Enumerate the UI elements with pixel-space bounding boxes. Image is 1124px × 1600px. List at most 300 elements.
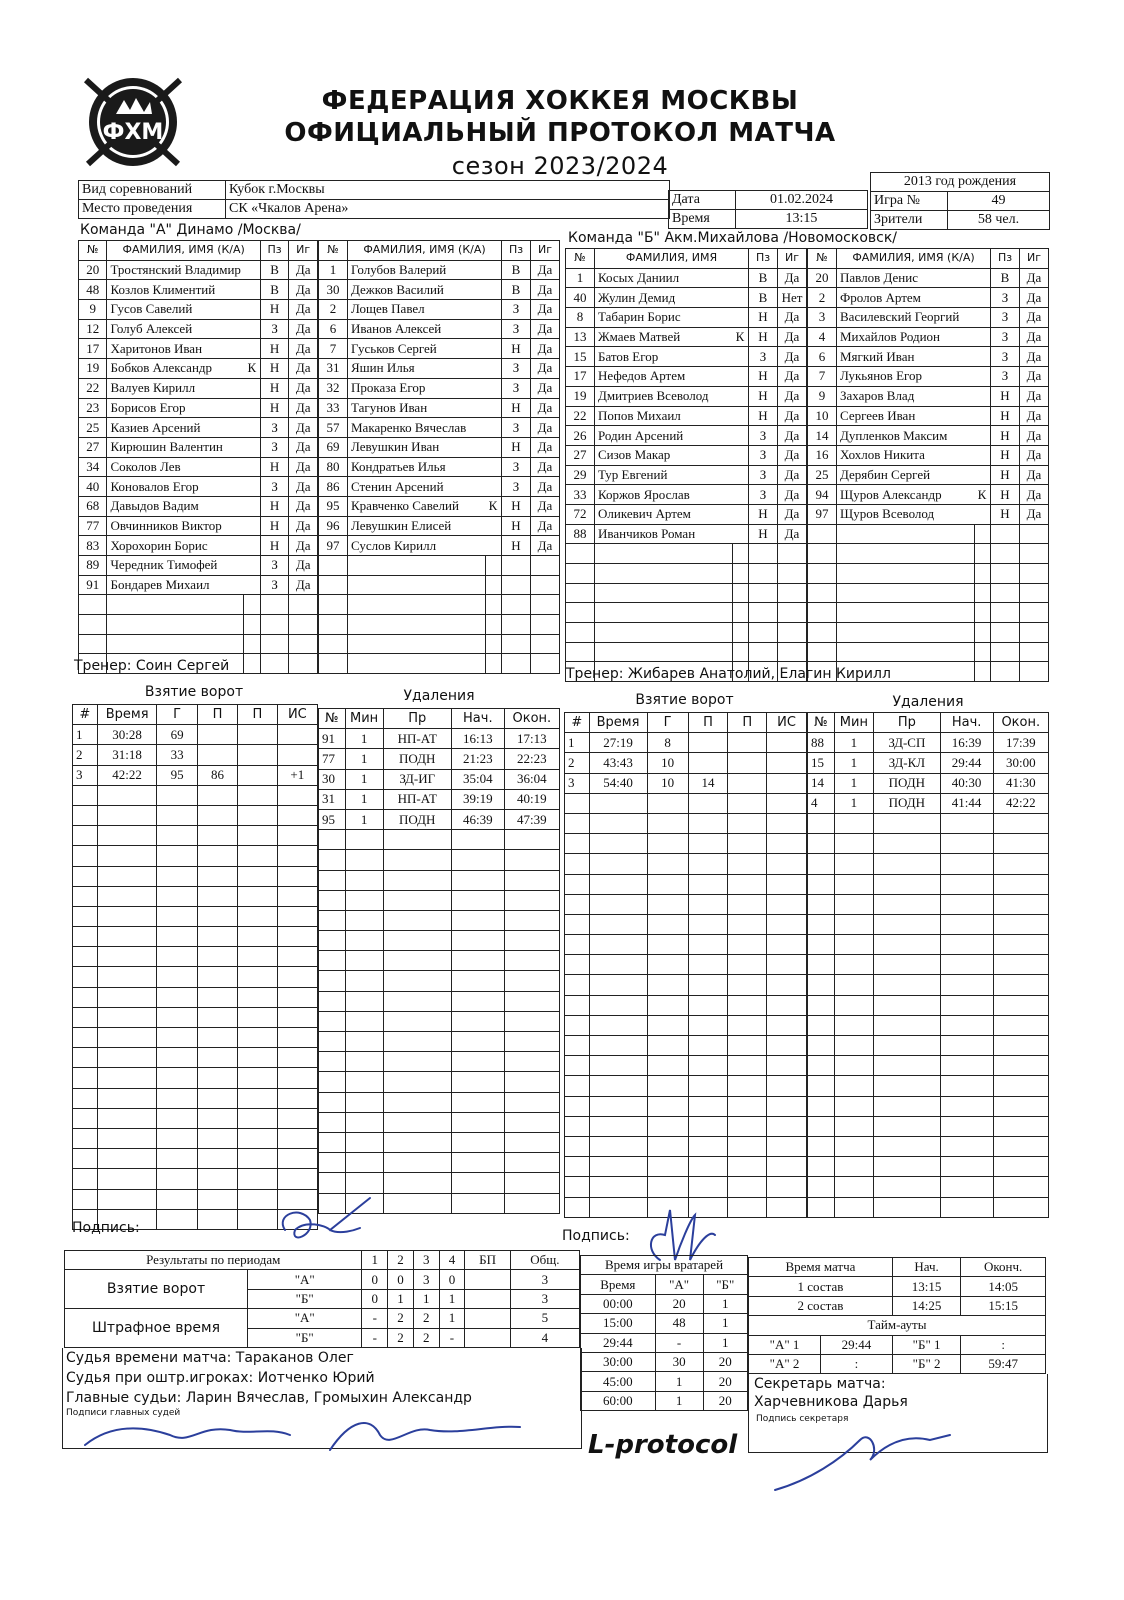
empty-cell xyxy=(688,1056,728,1076)
empty-cell xyxy=(319,890,346,910)
player-name: Жулин Демид xyxy=(595,288,733,308)
roster-row xyxy=(808,564,1049,584)
period-cell: 5 xyxy=(510,1309,579,1328)
period-cell: 3 xyxy=(413,1270,439,1289)
team-b-coach: Тренер: Жибарев Анатолий, Елагин Кирилл xyxy=(566,666,891,682)
empty-cell xyxy=(73,1028,98,1048)
empty-cell xyxy=(345,951,383,971)
empty-cell xyxy=(531,615,560,635)
empty-cell xyxy=(834,935,873,955)
timeout-cell: : xyxy=(961,1335,1046,1354)
roster-row xyxy=(319,575,560,595)
goalie-cell: 1 xyxy=(703,1333,747,1352)
event-row xyxy=(319,991,560,1011)
event-cell: 40:19 xyxy=(504,789,559,809)
player-number: 40 xyxy=(79,477,107,497)
period-col-header: Общ. xyxy=(510,1251,579,1270)
event-row xyxy=(319,749,560,769)
empty-cell xyxy=(345,971,383,991)
event-cell xyxy=(238,745,278,765)
empty-cell xyxy=(834,955,873,975)
match-time-title: Время матча xyxy=(749,1258,893,1277)
player-position: Н xyxy=(260,536,289,556)
event-row xyxy=(73,846,318,866)
team-a-goals xyxy=(72,704,318,1230)
empty-cell xyxy=(565,793,590,813)
player-number: 2 xyxy=(319,300,348,320)
date-label: Дата xyxy=(669,191,736,210)
event-row xyxy=(73,886,318,906)
empty-cell xyxy=(73,866,98,886)
player-number: 77 xyxy=(79,516,107,536)
roster-row xyxy=(79,398,318,418)
empty-cell xyxy=(767,914,807,934)
player-name: Родин Арсений xyxy=(595,426,733,446)
empty-cell xyxy=(647,1136,688,1156)
goalie-col-header: "А" xyxy=(655,1275,703,1294)
empty-cell xyxy=(688,1177,728,1197)
player-position: Н xyxy=(991,386,1020,406)
event-cell: 35:04 xyxy=(451,769,504,789)
empty-cell xyxy=(97,927,157,947)
player-number: 20 xyxy=(808,268,837,288)
team-a-roster-left xyxy=(78,240,318,674)
empty-cell xyxy=(834,1116,873,1136)
event-cell: ЗД-СП xyxy=(874,733,941,753)
empty-cell xyxy=(451,1032,504,1052)
empty-cell xyxy=(728,1177,767,1197)
captain-mark xyxy=(974,465,991,485)
empty-cell xyxy=(238,967,278,987)
event-cell: 95 xyxy=(319,809,346,829)
empty-cell xyxy=(993,894,1048,914)
event-cell: 17:13 xyxy=(504,729,559,749)
roster-row xyxy=(79,437,318,457)
player-played: Да xyxy=(778,504,807,524)
empty-cell xyxy=(157,1149,197,1169)
empty-cell xyxy=(940,854,993,874)
player-position: В xyxy=(502,260,531,280)
event-row xyxy=(808,834,1049,854)
empty-cell xyxy=(834,874,873,894)
team-a-penalties xyxy=(318,708,560,1214)
roster-row xyxy=(566,367,807,387)
empty-cell xyxy=(940,914,993,934)
empty-cell xyxy=(157,805,197,825)
event-row xyxy=(319,1153,560,1173)
empty-cell xyxy=(383,931,451,951)
event-row xyxy=(319,910,560,930)
event-cell: 1 xyxy=(345,789,383,809)
events-col-header: Мин xyxy=(834,713,873,733)
roster-row xyxy=(319,536,560,556)
empty-cell xyxy=(451,1052,504,1072)
roster-row xyxy=(566,583,807,603)
player-position: Н xyxy=(260,496,289,516)
event-row xyxy=(319,1032,560,1052)
goalie-cell: 1 xyxy=(703,1294,747,1313)
empty-cell xyxy=(688,914,728,934)
empty-cell xyxy=(383,890,451,910)
event-row xyxy=(73,826,318,846)
events-col-header: Нач. xyxy=(940,713,993,733)
empty-cell xyxy=(197,826,237,846)
empty-cell xyxy=(244,615,260,635)
goalie-cell: 20 xyxy=(703,1352,747,1371)
captain-mark xyxy=(974,504,991,524)
empty-cell xyxy=(238,1149,278,1169)
match-time-row xyxy=(749,1277,1046,1296)
roster-row xyxy=(79,319,318,339)
events-col-header: Пр xyxy=(383,709,451,729)
roster-row xyxy=(79,378,318,398)
empty-cell xyxy=(157,826,197,846)
event-row xyxy=(808,1197,1049,1217)
goalie-cell: 30 xyxy=(655,1352,703,1371)
roster-col-header: № xyxy=(808,249,837,269)
empty-cell xyxy=(595,623,733,643)
event-cell: 4 xyxy=(808,793,835,813)
player-position: З xyxy=(260,556,289,576)
secretary-label: Секретарь матча: xyxy=(754,1376,886,1392)
event-cell xyxy=(688,733,728,753)
empty-cell xyxy=(197,805,237,825)
goalie-cell: 30:00 xyxy=(581,1352,656,1371)
date-info xyxy=(668,190,868,229)
empty-cell xyxy=(451,850,504,870)
player-number: 22 xyxy=(566,406,595,426)
empty-cell xyxy=(589,1015,647,1035)
period-cell: 0 xyxy=(439,1270,465,1289)
empty-cell xyxy=(767,935,807,955)
player-position: Н xyxy=(991,465,1020,485)
player-position: З xyxy=(502,477,531,497)
empty-cell xyxy=(589,813,647,833)
event-row xyxy=(319,971,560,991)
roster-row xyxy=(319,615,560,635)
player-played: Да xyxy=(778,327,807,347)
player-name: Щуров Всеволод xyxy=(837,504,975,524)
empty-cell xyxy=(383,1153,451,1173)
empty-cell xyxy=(974,603,991,623)
timeout-row xyxy=(749,1335,1046,1354)
player-played: Да xyxy=(778,465,807,485)
empty-cell xyxy=(383,850,451,870)
player-number: 96 xyxy=(319,516,348,536)
empty-cell xyxy=(451,1112,504,1132)
empty-cell xyxy=(348,556,486,576)
player-position: З xyxy=(991,308,1020,328)
logo-text: ФХМ xyxy=(102,120,164,145)
empty-cell xyxy=(73,1128,98,1148)
empty-cell xyxy=(837,603,975,623)
team-b-roster-right xyxy=(807,248,1049,682)
player-number: 9 xyxy=(808,386,837,406)
roster-col-header: Иг xyxy=(531,241,560,261)
event-row xyxy=(73,1048,318,1068)
empty-cell xyxy=(589,955,647,975)
event-cell: ЗД-ИГ xyxy=(383,769,451,789)
empty-cell xyxy=(993,1177,1048,1197)
empty-cell xyxy=(647,955,688,975)
player-played: Да xyxy=(1020,485,1049,505)
empty-cell xyxy=(565,1157,590,1177)
l-protocol-brand: L-protocol xyxy=(588,1430,738,1460)
empty-cell xyxy=(531,654,560,674)
goalie-row xyxy=(581,1333,748,1352)
event-cell: 27:19 xyxy=(589,733,647,753)
player-name: Соколов Лев xyxy=(107,457,244,477)
empty-cell xyxy=(157,947,197,967)
empty-cell xyxy=(157,866,197,886)
empty-cell xyxy=(345,1052,383,1072)
roster-row xyxy=(566,308,807,328)
event-row xyxy=(73,967,318,987)
empty-cell xyxy=(157,967,197,987)
empty-cell xyxy=(993,1197,1048,1217)
event-row xyxy=(319,850,560,870)
events-col-header: Мин xyxy=(345,709,383,729)
empty-cell xyxy=(767,1076,807,1096)
roster-row xyxy=(566,465,807,485)
player-played: Да xyxy=(531,437,560,457)
player-number: 23 xyxy=(79,398,107,418)
roster-col-header: Иг xyxy=(1020,249,1049,269)
birth-year: 2013 год рождения xyxy=(871,173,1050,192)
event-row xyxy=(73,745,318,765)
empty-cell xyxy=(993,834,1048,854)
event-cell: 31 xyxy=(319,789,346,809)
player-number: 8 xyxy=(566,308,595,328)
empty-cell xyxy=(277,1007,317,1027)
goalie-row xyxy=(581,1372,748,1391)
roster-row xyxy=(566,386,807,406)
game-label: Игра № xyxy=(871,192,948,211)
empty-cell xyxy=(244,654,260,674)
captain-mark xyxy=(732,465,749,485)
event-cell xyxy=(767,773,807,793)
empty-cell xyxy=(157,1048,197,1068)
empty-cell xyxy=(451,1193,504,1213)
empty-cell xyxy=(565,834,590,854)
team-b-title: Команда "Б" Акм.Михайлова /Новомосковск/ xyxy=(568,230,898,246)
empty-cell xyxy=(73,1068,98,1088)
empty-cell xyxy=(383,870,451,890)
empty-cell xyxy=(940,1116,993,1136)
empty-cell xyxy=(589,1096,647,1116)
empty-cell xyxy=(874,813,941,833)
goalie-cell: 60:00 xyxy=(581,1391,656,1410)
empty-cell xyxy=(808,813,835,833)
roster-row xyxy=(79,359,318,379)
roster-row xyxy=(319,634,560,654)
player-name: Павлов Денис xyxy=(837,268,975,288)
empty-cell xyxy=(589,894,647,914)
roster-row xyxy=(319,457,560,477)
empty-cell xyxy=(97,866,157,886)
empty-cell xyxy=(728,1076,767,1096)
event-cell: 54:40 xyxy=(589,773,647,793)
roster-row xyxy=(808,406,1049,426)
event-row xyxy=(565,1177,807,1197)
event-row xyxy=(319,729,560,749)
empty-cell xyxy=(197,1128,237,1148)
empty-cell xyxy=(485,556,502,576)
timeout-row xyxy=(749,1354,1046,1373)
player-position: З xyxy=(260,477,289,497)
roster-row xyxy=(319,319,560,339)
empty-cell xyxy=(345,1153,383,1173)
roster-row xyxy=(566,288,807,308)
empty-cell xyxy=(767,1096,807,1116)
empty-cell xyxy=(808,642,837,662)
empty-cell xyxy=(345,1092,383,1112)
empty-cell xyxy=(277,886,317,906)
empty-cell xyxy=(197,1209,237,1229)
empty-cell xyxy=(732,623,749,643)
empty-cell xyxy=(277,785,317,805)
event-row xyxy=(73,785,318,805)
event-row xyxy=(808,793,1049,813)
empty-cell xyxy=(940,1157,993,1177)
player-position: Н xyxy=(260,398,289,418)
event-row xyxy=(565,1136,807,1156)
captain-mark xyxy=(244,260,260,280)
empty-cell xyxy=(73,1169,98,1189)
empty-cell xyxy=(345,910,383,930)
empty-cell xyxy=(993,1076,1048,1096)
empty-cell xyxy=(1020,642,1049,662)
empty-cell xyxy=(157,1088,197,1108)
empty-cell xyxy=(504,1011,559,1031)
roster-row xyxy=(566,623,807,643)
player-number: 19 xyxy=(79,359,107,379)
event-cell: 1 xyxy=(565,733,590,753)
empty-cell xyxy=(749,642,778,662)
event-row xyxy=(565,1015,807,1035)
captain-mark: К xyxy=(485,496,502,516)
roster-row xyxy=(319,556,560,576)
team-b-signature-label: Подпись: xyxy=(562,1228,630,1244)
empty-cell xyxy=(647,793,688,813)
events-col-header: № xyxy=(808,713,835,733)
event-row xyxy=(319,1011,560,1031)
empty-cell xyxy=(767,1136,807,1156)
empty-cell xyxy=(589,1116,647,1136)
empty-cell xyxy=(993,1096,1048,1116)
event-row xyxy=(808,894,1049,914)
roster-header xyxy=(319,241,560,261)
end-header: Оконч. xyxy=(961,1258,1046,1277)
empty-cell xyxy=(993,874,1048,894)
empty-cell xyxy=(97,826,157,846)
empty-cell xyxy=(993,955,1048,975)
period-col-header: 1 xyxy=(362,1251,388,1270)
empty-cell xyxy=(502,654,531,674)
empty-cell xyxy=(647,1116,688,1136)
player-position: З xyxy=(749,426,778,446)
empty-cell xyxy=(238,886,278,906)
empty-cell xyxy=(688,854,728,874)
goalie-row xyxy=(581,1314,748,1333)
timekeeper: Судья времени матча: Тараканов Олег xyxy=(66,1350,354,1366)
empty-cell xyxy=(157,886,197,906)
player-played: Да xyxy=(289,260,318,280)
empty-cell xyxy=(565,1136,590,1156)
empty-cell xyxy=(589,834,647,854)
empty-cell xyxy=(345,991,383,1011)
empty-cell xyxy=(837,544,975,564)
empty-cell xyxy=(688,1015,728,1035)
goalies-title-row xyxy=(581,1256,748,1275)
event-cell: 30:00 xyxy=(993,753,1048,773)
team-a-goals-title: Взятие ворот xyxy=(144,684,244,700)
empty-cell xyxy=(728,1036,767,1056)
player-played: Да xyxy=(778,524,807,544)
empty-cell xyxy=(383,1112,451,1132)
empty-cell xyxy=(728,1096,767,1116)
empty-cell xyxy=(277,1088,317,1108)
empty-cell xyxy=(238,1088,278,1108)
empty-cell xyxy=(383,1011,451,1031)
player-played: Да xyxy=(289,575,318,595)
empty-cell xyxy=(485,615,502,635)
empty-cell xyxy=(319,1052,346,1072)
event-cell: 42:22 xyxy=(993,793,1048,813)
player-name: Дмитриев Всеволод xyxy=(595,386,733,406)
roster-col-header: ФАМИЛИЯ, ИМЯ (К/А) xyxy=(107,241,260,261)
roster-row xyxy=(566,406,807,426)
period-cell: 1 xyxy=(388,1289,414,1308)
empty-cell xyxy=(565,874,590,894)
event-row xyxy=(73,1149,318,1169)
empty-cell xyxy=(383,1032,451,1052)
player-name: Яшин Илья xyxy=(348,359,486,379)
empty-cell xyxy=(319,991,346,1011)
player-name: Косых Даниил xyxy=(595,268,733,288)
captain-mark xyxy=(244,536,260,556)
captain-mark xyxy=(974,288,991,308)
timeout-cell: "Б" 1 xyxy=(892,1335,960,1354)
empty-cell xyxy=(728,894,767,914)
empty-cell xyxy=(767,1197,807,1217)
empty-cell xyxy=(991,583,1020,603)
player-played: Да xyxy=(289,477,318,497)
goalie-cell: 45:00 xyxy=(581,1372,656,1391)
player-number: 72 xyxy=(566,504,595,524)
event-row xyxy=(565,793,807,813)
event-row xyxy=(319,1072,560,1092)
empty-cell xyxy=(345,890,383,910)
event-cell: 1 xyxy=(73,725,98,745)
empty-cell xyxy=(383,830,451,850)
empty-cell xyxy=(940,1177,993,1197)
captain-mark xyxy=(732,406,749,426)
event-row xyxy=(808,854,1049,874)
time-value: 13:15 xyxy=(736,210,868,229)
captain-mark xyxy=(244,575,260,595)
event-cell: 10 xyxy=(647,753,688,773)
player-position: З xyxy=(502,300,531,320)
event-cell: 14 xyxy=(808,773,835,793)
captain-mark xyxy=(974,367,991,387)
captain-mark xyxy=(244,319,260,339)
player-played: Да xyxy=(531,260,560,280)
team-b-penalties xyxy=(807,712,1049,1218)
event-cell: 40:30 xyxy=(940,773,993,793)
empty-cell xyxy=(260,595,289,615)
player-number: 31 xyxy=(319,359,348,379)
